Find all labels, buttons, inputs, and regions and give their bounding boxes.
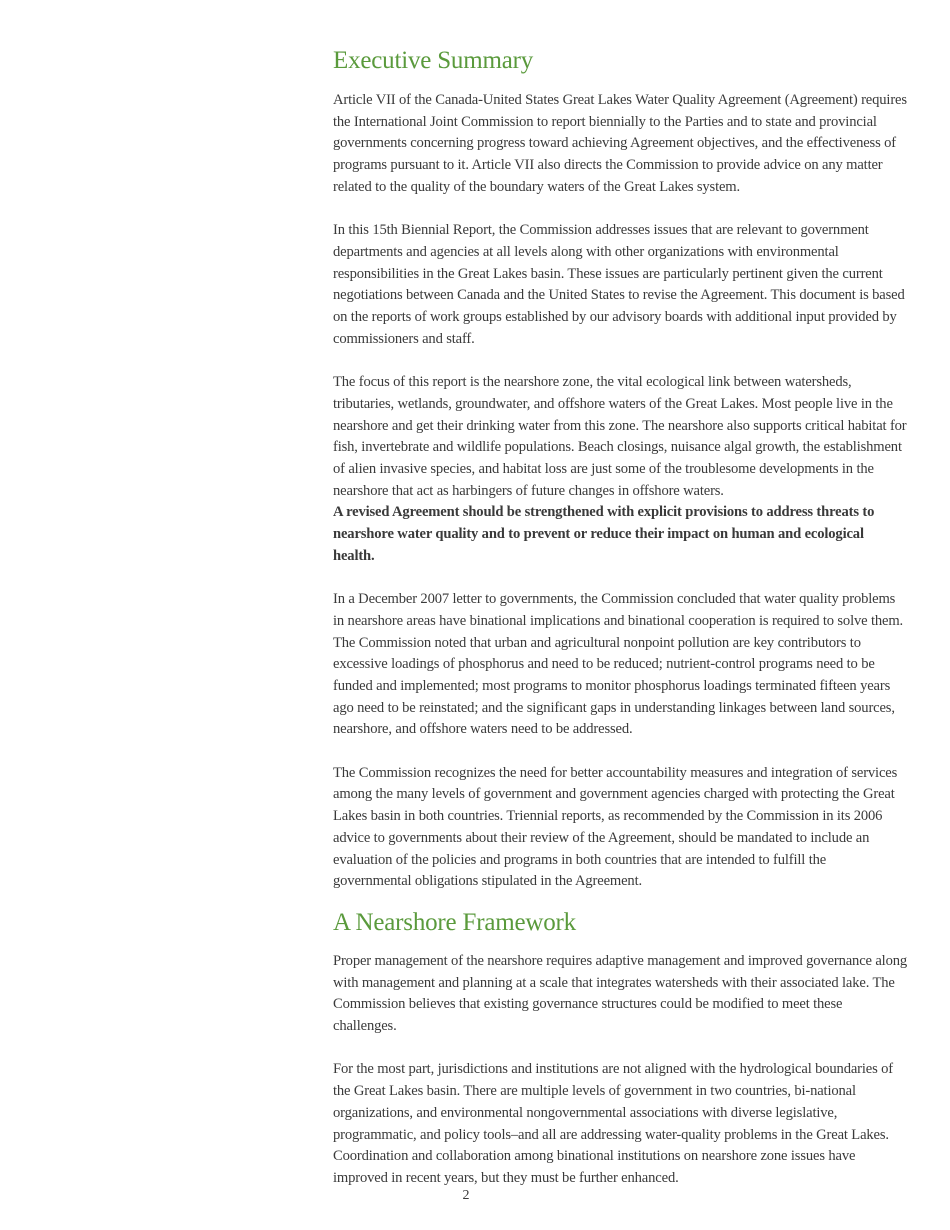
paragraph: For the most part, jurisdictions and institutions are not aligned with the hydrological boundaries of the Great Lakes basin. There are multiple levels of government in two countries, bi-national organizations, and environmental nongovernmental associations with diverse legislative, programmatic, and policy tools–and all are addressing water-quality problems in the Great Lakes. Coordination and collaboration among binational institutions on nearshore zone issues have improved in recent years, but they must be further enhanced. [333, 1061, 893, 1186]
paragraph: The Commission recognizes the need for better accountability measures and integration of services among the many levels of government and government agencies charged with protecting the Great Lakes basin in both countries. Triennial reports, as recommended by the Commission in its 2006 advice to governments about their review of the Agreement, should be mandated to include an evaluation of the policies and programs in both countries that are intended to fulfill the governmental obligations stipulated in the Agreement. [333, 764, 898, 890]
paragraph: Proper management of the nearshore requires adaptive management and improved governance along with management and planning at a scale that integrates watersheds with their associated lake. The Commission believes that existing governance structures could be modified to meet these challenges. [333, 952, 908, 1035]
section-heading-executive-summary: Executive Summary [333, 47, 534, 74]
page-number: 2 [462, 1188, 470, 1203]
document-column [333, 44, 908, 1190]
paragraph: Article VII of the Canada-United States Great Lakes Water Quality Agreement (Agreement) requires the International Joint Commission to report biennially to the Parties and to state and provincial governments concerning progress toward achieving Agreement objectives, and the effectiveness of programs pursuant to it. Article VII also directs the Commission to provide advice on any matter related to the quality of the boundary waters of the Great Lakes system. [333, 92, 907, 195]
bold-recommendation: A revised Agreement should be strengthened with explicit provisions to address threats to nearshore water quality and to prevent or reduce their impact on human and ecological health. [333, 504, 875, 564]
paragraph: In a December 2007 letter to governments, the Commission concluded that water quality problems in nearshore areas have binational implications and binational cooperation is required to solve them. The Commission noted that urban and agricultural nonpoint pollution are key contributors to excessive loadings of phosphorus and need to be reduced; nutrient-control programs need to be funded and implemented; most programs to monitor phosphorus loadings terminated fifteen years ago need to be reinstated; and the significant gaps in understanding linkages between land sources, nearshore, and offshore waters need to be addressed. [333, 591, 904, 738]
paragraph: In this 15th Biennial Report, the Commission addresses issues that are relevant to government departments and agencies at all levels along with other organizations with environmental responsibilities in the Great Lakes basin. These issues are particularly pertinent given the current negotiations between Canada and the United States to revise the Agreement. This document is based on the reports of work groups established by our advisory boards with additional input provided by commissioners and staff. [333, 222, 905, 347]
paragraph: The focus of this report is the nearshore zone, the vital ecological link between watersheds, tributaries, wetlands, groundwater, and offshore waters of the Great Lakes. Most people live in the nearshore and get their drinking water from this zone. The nearshore also supports critical habitat for fish, invertebrate and wildlife populations. Beach closings, nuisance algal growth, the establishment of alien invasive species, and habitat loss are just some of the troublesome developments in the nearshore that act as harbingers of future changes in offshore waters. [333, 374, 907, 499]
section-heading-nearshore-framework: A Nearshore Framework [333, 908, 576, 936]
